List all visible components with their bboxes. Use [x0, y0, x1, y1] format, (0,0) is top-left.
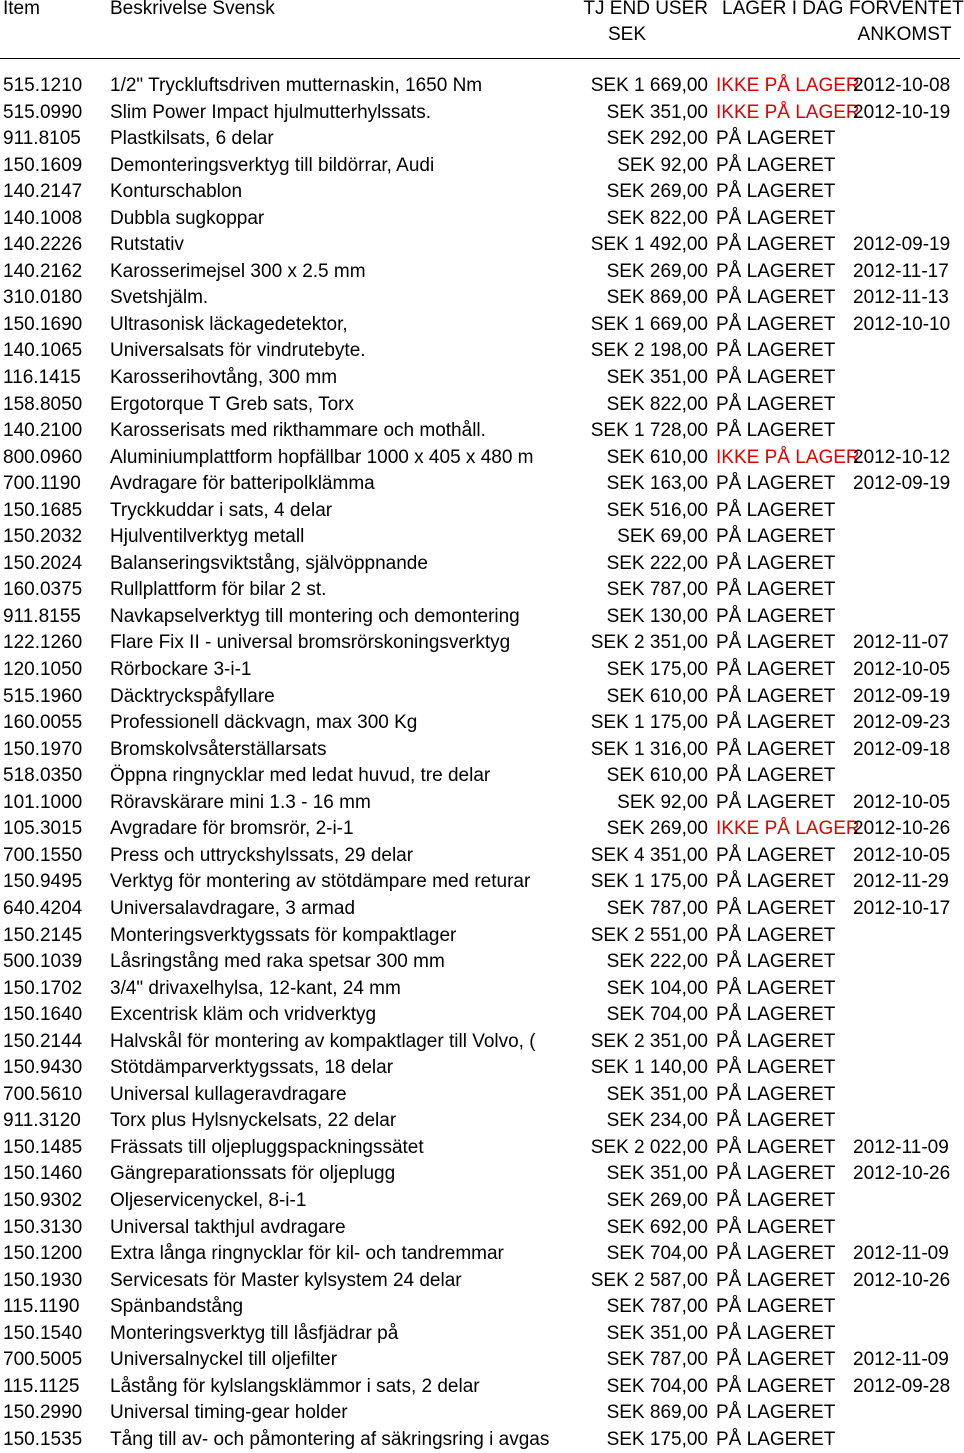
cell-item: 150.1640: [3, 1004, 83, 1026]
cell-stock: PÅ LAGERET: [716, 1322, 836, 1344]
cell-item: 158.8050: [3, 393, 83, 415]
cell-description: Karosserimejsel 300 x 2.5 mm: [110, 260, 366, 282]
cell-eta: 2012-09-19: [853, 473, 951, 495]
cell-item: 140.2100: [3, 420, 83, 442]
cell-price: SEK 704,00: [606, 1004, 708, 1026]
cell-item: 150.1485: [3, 1136, 83, 1158]
cell-item: 116.1415: [3, 367, 81, 389]
cell-stock: PÅ LAGERET: [716, 1375, 836, 1397]
cell-price: SEK 222,00: [606, 552, 708, 574]
cell-stock: PÅ LAGERET: [716, 367, 836, 389]
cell-price: SEK 704,00: [606, 1243, 708, 1265]
cell-description: Aluminiumplattform hopfällbar 1000 x 405 x 480 m: [110, 446, 534, 468]
table-row: [0, 949, 960, 976]
cell-stock: PÅ LAGERET: [716, 313, 836, 335]
cell-stock: PÅ LAGERET: [716, 260, 836, 282]
cell-description: Öppna ringnycklar med ledat huvud, tre delar: [110, 765, 491, 787]
cell-description: Rörbockare 3-i-1: [110, 659, 252, 681]
table-row: [0, 1082, 960, 1109]
cell-price: SEK 269,00: [606, 260, 708, 282]
cell-stock: PÅ LAGERET: [716, 659, 836, 681]
cell-description: Karosserisats med rikthammare och mothåll.: [110, 420, 486, 442]
cell-description: Extra långa ringnycklar för kil- och tandremmar: [110, 1243, 504, 1265]
cell-item: 515.0990: [3, 101, 83, 123]
cell-price: SEK 1 175,00: [590, 712, 708, 734]
cell-item: 140.2162: [3, 260, 83, 282]
cell-description: Press och uttryckshylssats, 29 delar: [110, 844, 414, 866]
table-row: [0, 418, 960, 445]
table-row: [0, 338, 960, 365]
cell-item: 160.0055: [3, 712, 83, 734]
cell-description: Spänbandstång: [110, 1296, 244, 1318]
table-row: [0, 392, 960, 419]
cell-stock: PÅ LAGERET: [716, 1004, 836, 1026]
cell-item: 911.8105: [3, 128, 81, 150]
table-row: [0, 206, 960, 233]
cell-eta: 2012-10-05: [853, 844, 951, 866]
table-row: [0, 1188, 960, 1215]
cell-item: 150.2990: [3, 1402, 83, 1424]
cell-description: Låsringstång med raka spetsar 300 mm: [110, 951, 445, 973]
cell-price: SEK 222,00: [606, 951, 708, 973]
cell-item: 150.1200: [3, 1243, 83, 1265]
table-row: [0, 179, 960, 206]
cell-eta: 2012-09-19: [853, 234, 951, 256]
cell-price: SEK 704,00: [606, 1375, 708, 1397]
cell-stock: PÅ LAGERET: [716, 844, 836, 866]
table-row: [0, 1029, 960, 1056]
cell-eta: 2012-10-19: [853, 101, 951, 123]
cell-price: SEK 104,00: [606, 977, 708, 999]
cell-description: Dubbla sugkoppar: [110, 207, 265, 229]
cell-eta: 2012-11-09: [853, 1136, 949, 1158]
cell-description: Monteringsverktygssats för kompaktlager: [110, 924, 457, 946]
table-row: [0, 1161, 960, 1188]
cell-stock: PÅ LAGERET: [716, 765, 836, 787]
cell-price: SEK 269,00: [606, 818, 708, 840]
cell-stock: PÅ LAGERET: [716, 207, 836, 229]
cell-stock: PÅ LAGERET: [716, 1083, 836, 1105]
table-row: [0, 232, 960, 259]
cell-description: Torx plus Hylsnyckelsats, 22 delar: [110, 1110, 397, 1132]
cell-price: SEK 692,00: [606, 1216, 708, 1238]
cell-item: 101.1000: [3, 791, 83, 813]
table-row: [0, 896, 960, 923]
table-row: [0, 684, 960, 711]
cell-item: 500.1039: [3, 951, 83, 973]
cell-description: Avdragare för batteripolklämma: [110, 473, 375, 495]
cell-item: 105.3015: [3, 818, 83, 840]
cell-price: SEK 351,00: [606, 1163, 708, 1185]
table-row: [0, 1427, 960, 1453]
cell-description: Balanseringsviktstång, självöppnande: [110, 552, 428, 574]
table-row: [0, 498, 960, 525]
cell-item: 150.3130: [3, 1216, 83, 1238]
cell-item: 150.9302: [3, 1189, 83, 1211]
cell-item: 150.1930: [3, 1269, 83, 1291]
cell-item: 310.0180: [3, 287, 83, 309]
cell-description: Universalsats för vindrutebyte.: [110, 340, 366, 362]
cell-item: 150.1702: [3, 977, 83, 999]
cell-price: SEK 1 140,00: [590, 1057, 708, 1079]
table-row: [0, 1374, 960, 1401]
cell-price: SEK 1 728,00: [590, 420, 708, 442]
cell-stock: PÅ LAGERET: [716, 552, 836, 574]
cell-eta: 2012-10-26: [853, 1163, 951, 1185]
cell-price: SEK 610,00: [606, 765, 708, 787]
cell-eta: 2012-09-28: [853, 1375, 951, 1397]
cell-stock: IKKE PÅ LAGER: [716, 75, 860, 96]
cell-item: 140.2147: [3, 181, 83, 203]
cell-price: SEK 292,00: [606, 128, 708, 150]
cell-stock: PÅ LAGERET: [716, 791, 836, 813]
header-description: Beskrivelse Svensk: [110, 0, 275, 19]
cell-item: 700.5005: [3, 1349, 83, 1371]
cell-eta: 2012-10-17: [853, 897, 951, 919]
cell-price: SEK 2 351,00: [590, 1030, 708, 1052]
cell-eta: 2012-11-09: [853, 1349, 949, 1371]
table-row: [0, 153, 960, 180]
header-price: TJ END USER: [583, 0, 708, 19]
cell-price: SEK 787,00: [606, 579, 708, 601]
cell-item: 120.1050: [3, 659, 83, 681]
cell-price: SEK 869,00: [606, 1402, 708, 1424]
table-row: [0, 1294, 960, 1321]
cell-price: SEK 1 316,00: [590, 738, 708, 760]
cell-price: SEK 351,00: [606, 1322, 708, 1344]
cell-price: SEK 787,00: [606, 1296, 708, 1318]
cell-stock: PÅ LAGERET: [716, 1402, 836, 1424]
cell-price: SEK 4 351,00: [590, 844, 708, 866]
cell-item: 640.4204: [3, 897, 83, 919]
cell-description: Röravskärare mini 1.3 - 16 mm: [110, 791, 371, 813]
table-row: [0, 923, 960, 950]
cell-price: SEK 610,00: [606, 446, 708, 468]
cell-description: Monteringsverktyg till låsfjädrar på: [110, 1322, 399, 1344]
cell-price: SEK 1 175,00: [590, 871, 708, 893]
cell-stock: PÅ LAGERET: [716, 1163, 836, 1185]
table-row: [0, 1347, 960, 1374]
cell-description: Karosserihovtång, 300 mm: [110, 367, 338, 389]
cell-eta: 2012-09-18: [853, 738, 951, 760]
table-body: [0, 73, 960, 1453]
cell-stock: PÅ LAGERET: [716, 340, 836, 362]
cell-stock: PÅ LAGERET: [716, 1057, 836, 1079]
table-row: [0, 657, 960, 684]
cell-price: SEK 234,00: [606, 1110, 708, 1132]
cell-price: SEK 2 587,00: [590, 1269, 708, 1291]
cell-stock: PÅ LAGERET: [716, 685, 836, 707]
cell-description: Universal takthjul avdragare: [110, 1216, 346, 1238]
table-row: [0, 763, 960, 790]
table-row: [0, 1400, 960, 1427]
cell-description: Tryckkuddar i sats, 4 delar: [110, 499, 333, 521]
cell-item: 115.1190: [3, 1296, 80, 1318]
cell-description: Oljeservicenyckel, 8-i-1: [110, 1189, 307, 1211]
cell-eta: 2012-11-29: [853, 871, 949, 893]
cell-description: Konturschablon: [110, 181, 243, 203]
cell-stock: PÅ LAGERET: [716, 632, 836, 654]
cell-eta: 2012-09-23: [853, 712, 951, 734]
cell-price: SEK 787,00: [606, 897, 708, 919]
cell-description: Svetshjälm.: [110, 287, 209, 309]
cell-price: SEK 2 022,00: [590, 1136, 708, 1158]
cell-price: SEK 269,00: [606, 181, 708, 203]
cell-description: Flare Fix II - universal bromsrörskoningsverktyg: [110, 632, 511, 654]
cell-description: Demonteringsverktyg till bildörrar, Audi: [110, 154, 435, 176]
table-row: [0, 365, 960, 392]
cell-item: 800.0960: [3, 446, 83, 468]
cell-item: 518.0350: [3, 765, 83, 787]
table-row: [0, 126, 960, 153]
cell-price: SEK 1 669,00: [590, 313, 708, 335]
table-header: [0, 0, 964, 59]
cell-price: SEK 1 669,00: [590, 75, 708, 96]
header-price-currency: SEK: [607, 24, 647, 45]
cell-item: 911.8155: [3, 605, 81, 627]
cell-stock: PÅ LAGERET: [716, 1136, 836, 1158]
cell-price: SEK 69,00: [617, 526, 708, 548]
cell-description: 3/4" drivaxelhylsa, 12-kant, 24 mm: [110, 977, 401, 999]
cell-item: 150.1970: [3, 738, 83, 760]
cell-stock: PÅ LAGERET: [716, 420, 836, 442]
cell-description: Halvskål för montering av kompaktlager till Volvo, (: [110, 1030, 536, 1052]
cell-description: Bromskolvsåterställarsats: [110, 738, 327, 760]
cell-eta: 2012-10-10: [853, 313, 951, 335]
cell-price: SEK 516,00: [606, 499, 708, 521]
cell-item: 700.1550: [3, 844, 83, 866]
table-row: [0, 843, 960, 870]
cell-item: 150.9495: [3, 871, 83, 893]
cell-description: Hjulventilverktyg metall: [110, 526, 305, 548]
cell-description: Professionell däckvagn, max 300 Kg: [110, 712, 418, 734]
cell-stock: PÅ LAGERET: [716, 128, 836, 150]
cell-item: 911.3120: [3, 1110, 81, 1132]
cell-price: SEK 92,00: [617, 154, 708, 176]
header-item: Item: [3, 0, 40, 19]
cell-description: Navkapselverktyg till montering och demontering: [110, 605, 520, 627]
cell-item: 115.1125: [3, 1375, 80, 1397]
cell-item: 515.1960: [3, 685, 83, 707]
cell-stock: PÅ LAGERET: [716, 897, 836, 919]
cell-price: SEK 822,00: [606, 207, 708, 229]
table-row: [0, 471, 960, 498]
cell-price: SEK 1 492,00: [590, 234, 708, 256]
cell-stock: PÅ LAGERET: [716, 473, 836, 495]
cell-item: 700.1190: [3, 473, 81, 495]
table-row: [0, 100, 960, 127]
cell-price: SEK 269,00: [606, 1189, 708, 1211]
cell-description: Stötdämparverktygssats, 18 delar: [110, 1057, 394, 1079]
cell-item: 150.9430: [3, 1057, 83, 1079]
table-row: [0, 551, 960, 578]
cell-item: 140.1065: [3, 340, 83, 362]
cell-eta: 2012-10-05: [853, 791, 951, 813]
cell-item: 150.2024: [3, 552, 83, 574]
cell-item: 700.5610: [3, 1083, 83, 1105]
table-row: [0, 1241, 960, 1268]
cell-stock: PÅ LAGERET: [716, 234, 836, 256]
cell-item: 150.1609: [3, 154, 83, 176]
cell-stock: PÅ LAGERET: [716, 738, 836, 760]
cell-stock: PÅ LAGERET: [716, 181, 836, 203]
table-row: [0, 604, 960, 631]
cell-eta: 2012-11-13: [853, 287, 949, 309]
cell-eta: 2012-10-26: [853, 818, 951, 840]
table-row: [0, 73, 960, 100]
table-row: [0, 445, 960, 472]
header-stock: LAGER I DAG: [722, 0, 844, 19]
cell-eta: 2012-11-17: [853, 260, 949, 282]
table-row: [0, 1268, 960, 1295]
cell-stock: PÅ LAGERET: [716, 579, 836, 601]
cell-eta: 2012-10-08: [853, 75, 951, 96]
cell-item: 150.2145: [3, 924, 83, 946]
cell-eta: 2012-11-09: [853, 1243, 949, 1265]
cell-price: SEK 787,00: [606, 1349, 708, 1371]
cell-stock: PÅ LAGERET: [716, 1243, 836, 1265]
cell-item: 150.2032: [3, 526, 83, 548]
cell-stock: PÅ LAGERET: [716, 1349, 836, 1371]
cell-item: 150.1460: [3, 1163, 83, 1185]
cell-price: SEK 175,00: [606, 1428, 708, 1450]
cell-description: Universal timing-gear holder: [110, 1402, 348, 1424]
table-row: [0, 737, 960, 764]
cell-price: SEK 92,00: [617, 791, 708, 813]
cell-stock: PÅ LAGERET: [716, 526, 836, 548]
table-row: [0, 790, 960, 817]
cell-eta: 2012-10-05: [853, 659, 951, 681]
cell-eta: 2012-11-07: [853, 632, 949, 654]
cell-description: Gängreparationssats för oljeplugg: [110, 1163, 396, 1185]
cell-stock: PÅ LAGERET: [716, 287, 836, 309]
cell-description: Låstång för kylslangsklämmor i sats, 2 delar: [110, 1375, 480, 1397]
cell-item: 160.0375: [3, 579, 83, 601]
cell-stock: PÅ LAGERET: [716, 499, 836, 521]
cell-stock: IKKE PÅ LAGER: [716, 101, 860, 123]
cell-price: SEK 130,00: [606, 605, 708, 627]
header-eta: FORVENTET: [849, 0, 964, 19]
cell-item: 122.1260: [3, 632, 83, 654]
cell-stock: IKKE PÅ LAGER: [716, 818, 860, 840]
cell-stock: PÅ LAGERET: [716, 871, 836, 893]
cell-price: SEK 175,00: [606, 659, 708, 681]
cell-price: SEK 351,00: [606, 1083, 708, 1105]
table-row: [0, 976, 960, 1003]
table-row: [0, 869, 960, 896]
cell-price: SEK 351,00: [606, 367, 708, 389]
cell-description: Universalavdragare, 3 armad: [110, 897, 356, 919]
cell-stock: PÅ LAGERET: [716, 977, 836, 999]
cell-price: SEK 2 198,00: [590, 340, 708, 362]
table-row: [0, 312, 960, 339]
cell-item: 150.1535: [3, 1428, 83, 1450]
table-row: [0, 1055, 960, 1082]
cell-item: 150.2144: [3, 1030, 83, 1052]
cell-price: SEK 351,00: [606, 101, 708, 123]
cell-stock: PÅ LAGERET: [716, 924, 836, 946]
cell-description: Rutstativ: [110, 234, 184, 256]
header-eta-line2: ANKOMST: [857, 24, 952, 45]
cell-price: SEK 2 551,00: [590, 924, 708, 946]
table-row: [0, 1321, 960, 1348]
cell-description: Rullplattform för bilar 2 st.: [110, 579, 327, 601]
cell-item: 140.1008: [3, 207, 83, 229]
cell-stock: PÅ LAGERET: [716, 393, 836, 415]
cell-stock: IKKE PÅ LAGER: [716, 446, 860, 468]
cell-item: 150.1685: [3, 499, 83, 521]
table-row: [0, 1215, 960, 1242]
table-row: [0, 285, 960, 312]
cell-stock: PÅ LAGERET: [716, 605, 836, 627]
cell-description: Verktyg för montering av stötdämpare med returar: [110, 871, 531, 893]
table-row: [0, 816, 960, 843]
cell-eta: 2012-10-26: [853, 1269, 951, 1291]
cell-stock: PÅ LAGERET: [716, 1110, 836, 1132]
cell-description: Slim Power Impact hjulmutterhylssats.: [110, 101, 431, 123]
cell-price: SEK 610,00: [606, 685, 708, 707]
cell-description: Frässats till oljepluggspackningssätet: [110, 1136, 424, 1158]
cell-description: Servicesats för Master kylsystem 24 delar: [110, 1269, 462, 1291]
cell-stock: PÅ LAGERET: [716, 154, 836, 176]
cell-item: 150.1540: [3, 1322, 83, 1344]
cell-description: Plastkilsats, 6 delar: [110, 128, 274, 150]
cell-description: Universal kullageravdragare: [110, 1083, 347, 1105]
table-row: [0, 524, 960, 551]
table-row: [0, 577, 960, 604]
cell-eta: 2012-10-12: [853, 446, 951, 468]
cell-item: 140.2226: [3, 234, 83, 256]
cell-description: Avgradare för bromsrör, 2-i-1: [110, 818, 354, 840]
cell-description: Universalnyckel till oljefilter: [110, 1349, 338, 1371]
cell-description: 1/2" Tryckluftsdriven mutternaskin, 1650 Nm: [110, 75, 483, 96]
table-row: [0, 1135, 960, 1162]
cell-stock: PÅ LAGERET: [716, 1216, 836, 1238]
cell-stock: PÅ LAGERET: [716, 951, 836, 973]
cell-description: Excentrisk kläm och vridverktyg: [110, 1004, 377, 1026]
cell-item: 515.1210: [3, 75, 83, 96]
cell-price: SEK 822,00: [606, 393, 708, 415]
cell-description: Tång till av- och påmontering af säkringsring i avgas: [110, 1428, 550, 1450]
cell-stock: PÅ LAGERET: [716, 1030, 836, 1052]
cell-stock: PÅ LAGERET: [716, 1269, 836, 1291]
cell-stock: PÅ LAGERET: [716, 1428, 836, 1450]
cell-item: 150.1690: [3, 313, 83, 335]
cell-description: Däcktryckspåfyllare: [110, 685, 275, 707]
cell-price: SEK 163,00: [606, 473, 708, 495]
table-row: [0, 1108, 960, 1135]
table-row: [0, 1002, 960, 1029]
table-row: [0, 710, 960, 737]
cell-stock: PÅ LAGERET: [716, 712, 836, 734]
cell-description: Ergotorque T Greb sats, Torx: [110, 393, 354, 415]
cell-price: SEK 2 351,00: [590, 632, 708, 654]
table-row: [0, 259, 960, 286]
cell-price: SEK 869,00: [606, 287, 708, 309]
cell-stock: PÅ LAGERET: [716, 1296, 836, 1318]
cell-description: Ultrasonisk läckagedetektor,: [110, 313, 348, 335]
cell-eta: 2012-09-19: [853, 685, 951, 707]
cell-stock: PÅ LAGERET: [716, 1189, 836, 1211]
table-row: [0, 630, 960, 657]
